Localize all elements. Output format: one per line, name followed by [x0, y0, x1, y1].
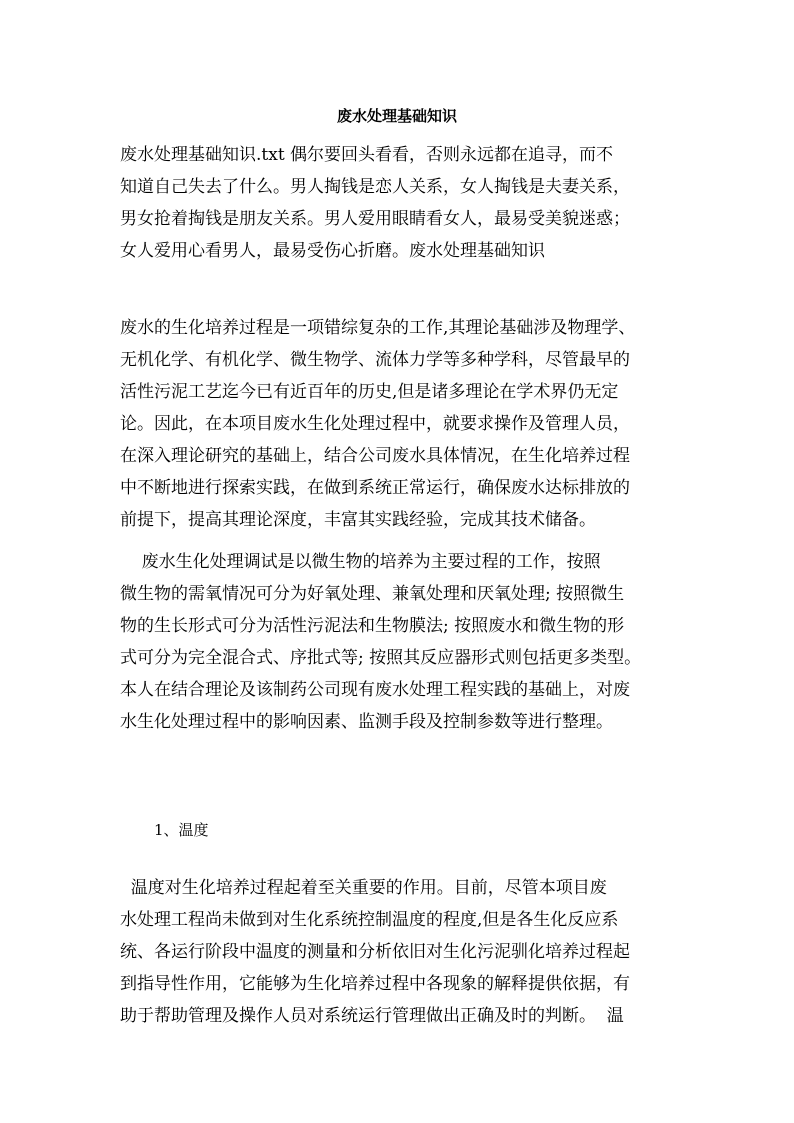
text-line: 物的生长形式可分为活性污泥法和生物膜法; 按照废水和微生物的形 [120, 616, 625, 636]
text-line: 在深入理论研究的基础上，结合公司废水具体情况，在生化培养过程 [120, 446, 630, 466]
text-line: 微生物的需氧情况可分为好氧处理、兼氧处理和厌氧处理; 按照微生 [120, 584, 625, 604]
paragraph-intro [120, 139, 680, 267]
text-line: 废水的生化培养过程是一项错综复杂的工作,其理论基础涉及物理学、 [120, 318, 636, 338]
text-line: 废水生化处理调试是以微生物的培养为主要过程的工作，按照 [120, 552, 601, 572]
text-line: 到指导性作用，它能够为生化培养过程中各现象的解释提供依据，有 [120, 974, 630, 994]
text-line: 水生化处理过程中的影响因素、监测手段及控制参数等进行整理。 [120, 712, 613, 732]
paragraph-classification [120, 546, 680, 738]
document-title: 废水处理基础知识 [336, 107, 457, 125]
paragraph-temperature [120, 872, 680, 1032]
text-line: 女人爱用心看男人，最易受伤心折磨。废水处理基础知识 [120, 241, 545, 261]
text-line: 式可分为完全混合式、序批式等; 按照其反应器形式则包括更多类型。 [120, 648, 642, 668]
paragraph-background [120, 312, 680, 536]
section-heading-temperature: 1、温度 [154, 821, 209, 839]
text-line: 论。因此，在本项目废水生化处理过程中，就要求操作及管理人员， [120, 414, 630, 434]
text-line: 活性污泥工艺迄今已有近百年的历史,但是诸多理论在学术界仍无定 [120, 382, 619, 402]
text-line: 男女抢着掏钱是朋友关系。男人爱用眼睛看女人，最易受美貌迷惑； [120, 209, 630, 229]
text-line: 统、各运行阶段中温度的测量和分析依旧对生化污泥驯化培养过程起 [120, 942, 630, 962]
text-line: 温度对生化培养过程起着至关重要的作用。目前，尽管本项目废 [120, 878, 607, 898]
text-line: 知道自己失去了什么。男人掏钱是恋人关系，女人掏钱是夫妻关系， [120, 177, 630, 197]
text-line: 中不断地进行探索实践，在做到系统正常运行，确保废水达标排放的 [120, 478, 630, 498]
text-line: 水处理工程尚未做到对生化系统控制温度的程度,但是各生化反应系 [120, 910, 619, 930]
text-line: 废水处理基础知识.txt 偶尔要回头看看，否则永远都在追寻，而不 [120, 145, 614, 165]
text-line: 无机化学、有机化学、微生物学、流体力学等多种学科，尽管最早的 [120, 350, 630, 370]
text-line: 助于帮助管理及操作人员对系统运行管理做出正确及时的判断。 温 [120, 1006, 624, 1026]
text-line: 前提下，提高其理论深度，丰富其实践经验，完成其技术储备。 [120, 510, 596, 530]
text-line: 本人在结合理论及该制药公司现有废水处理工程实践的基础上，对废 [120, 680, 630, 700]
